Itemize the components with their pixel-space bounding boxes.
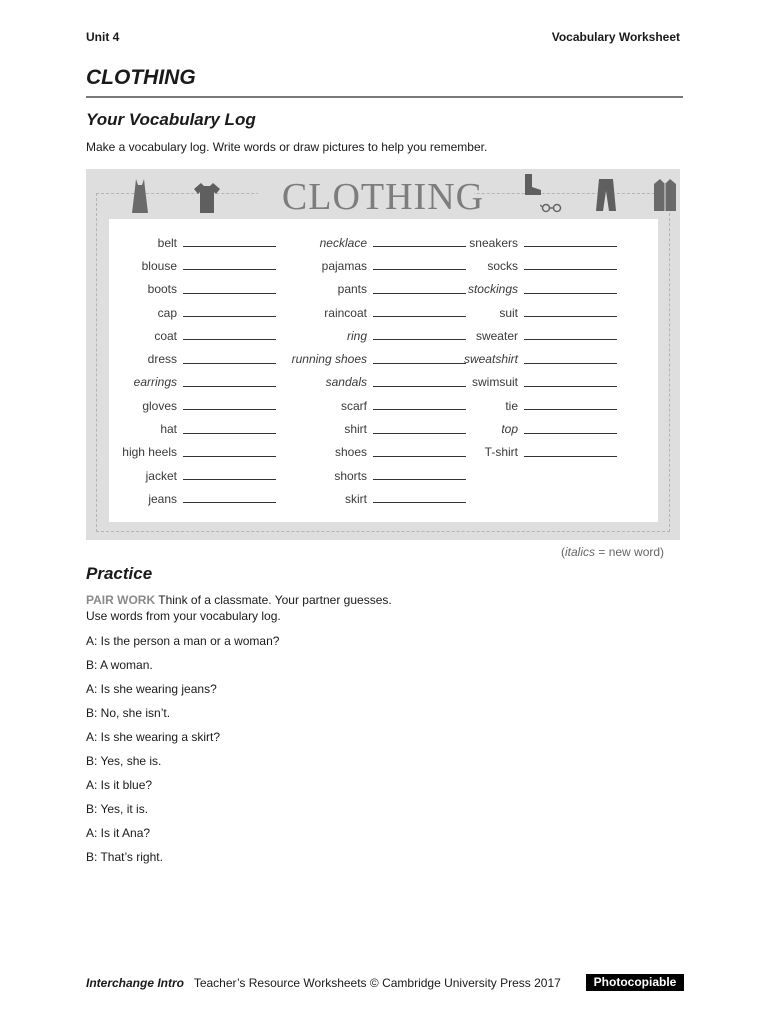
vocab-row xyxy=(452,231,617,254)
vocab-word: running shoes xyxy=(291,352,367,367)
vocab-word: sweater xyxy=(475,328,518,343)
vocab-word: shoes xyxy=(334,445,367,460)
dialogue-line: A: Is she wearing a skirt? xyxy=(86,730,221,744)
vocab-word: shorts xyxy=(334,468,367,483)
pair-work-instruction xyxy=(86,593,392,607)
photocopiable-badge: Photocopiable xyxy=(586,974,684,991)
vocab-row xyxy=(109,487,276,510)
vocab-row xyxy=(279,371,466,394)
page-title: CLOTHING xyxy=(86,66,196,89)
vocab-row xyxy=(452,441,617,464)
write-in-line[interactable] xyxy=(524,293,617,294)
boot-icon xyxy=(522,174,542,196)
write-in-line[interactable] xyxy=(524,269,617,270)
unit-label: Unit 4 xyxy=(86,30,120,44)
vocab-column-1 xyxy=(109,231,276,511)
vocab-word: gloves xyxy=(142,398,177,413)
write-in-line[interactable] xyxy=(183,316,276,317)
vocab-word: pants xyxy=(337,282,367,297)
write-in-line[interactable] xyxy=(183,246,276,247)
pair-work-text: Think of a classmate. Your partner guesses. xyxy=(158,593,392,607)
italics-legend: (italics = new word) xyxy=(561,545,665,559)
vocab-row xyxy=(279,487,466,510)
pair-work-text-2: Use words from your vocabulary log. xyxy=(86,609,281,623)
vocab-word: suit xyxy=(499,305,518,320)
write-in-line[interactable] xyxy=(524,316,617,317)
vocab-word: hat xyxy=(160,422,177,437)
vocab-row xyxy=(109,347,276,370)
vocab-row xyxy=(452,324,617,347)
vocab-word: high heels xyxy=(122,445,177,460)
vocab-column-3 xyxy=(452,231,617,464)
vocab-log-heading: Your Vocabulary Log xyxy=(86,110,256,129)
dialogue-line: A: Is she wearing jeans? xyxy=(86,682,217,696)
footer-copyright: Teacher’s Resource Worksheets © Cambridge University Press 2017 xyxy=(193,976,561,990)
pants-icon xyxy=(596,179,616,211)
vocab-word: coat xyxy=(154,328,177,343)
dress-icon xyxy=(130,179,150,215)
sunglasses-icon xyxy=(540,203,564,213)
vocab-row xyxy=(279,254,466,277)
vocab-row xyxy=(279,278,466,301)
vocab-word: top xyxy=(501,422,518,437)
vocab-row xyxy=(452,278,617,301)
vocab-word: blouse xyxy=(141,258,177,273)
vocab-row xyxy=(452,347,617,370)
write-in-line[interactable] xyxy=(183,363,276,364)
vocab-word: T-shirt xyxy=(484,445,518,460)
jacket-icon xyxy=(654,179,676,211)
vocab-row xyxy=(279,464,466,487)
practice-heading: Practice xyxy=(86,564,153,583)
write-in-line[interactable] xyxy=(524,433,617,434)
vocab-word: cap xyxy=(157,305,177,320)
vocab-row xyxy=(279,231,466,254)
vocab-row xyxy=(452,417,617,440)
dialogue-line: A: Is the person a man or a woman? xyxy=(86,634,280,648)
vocab-row xyxy=(452,254,617,277)
vocab-word: stockings xyxy=(467,282,518,297)
vocab-row xyxy=(109,231,276,254)
write-in-line[interactable] xyxy=(183,409,276,410)
write-in-line[interactable] xyxy=(183,293,276,294)
write-in-line[interactable] xyxy=(183,479,276,480)
banner-title: CLOTHING xyxy=(281,176,485,218)
write-in-line[interactable] xyxy=(524,246,617,247)
vocab-row xyxy=(279,417,466,440)
write-in-line[interactable] xyxy=(183,386,276,387)
vocab-word: necklace xyxy=(319,235,367,250)
practice-dialogue xyxy=(86,634,279,874)
vocab-list-area xyxy=(109,219,665,559)
dialogue-line: A: Is it Ana? xyxy=(86,826,151,840)
write-in-line[interactable] xyxy=(524,339,617,340)
vocab-word: socks xyxy=(487,258,518,273)
dialogue-line: B: Yes, she is. xyxy=(86,754,162,768)
vocab-row xyxy=(279,394,466,417)
vocab-column-2 xyxy=(279,231,466,511)
vocab-log-panel xyxy=(86,169,680,559)
write-in-line[interactable] xyxy=(524,456,617,457)
vocab-word: raincoat xyxy=(324,305,367,320)
vocab-word: shirt xyxy=(344,422,367,437)
write-in-line[interactable] xyxy=(183,433,276,434)
write-in-line[interactable] xyxy=(373,479,466,480)
title-divider xyxy=(86,96,683,98)
write-in-line[interactable] xyxy=(524,386,617,387)
write-in-line[interactable] xyxy=(183,502,276,503)
vocab-row xyxy=(279,324,466,347)
vocab-word: sandals xyxy=(325,375,367,390)
vocab-word: ring xyxy=(346,328,367,343)
write-in-line[interactable] xyxy=(524,363,617,364)
write-in-line[interactable] xyxy=(373,502,466,503)
vocab-row xyxy=(279,301,466,324)
vocab-word: boots xyxy=(147,282,177,297)
footer-credit xyxy=(86,976,561,990)
vocab-row xyxy=(279,347,466,370)
vocab-word: swimsuit xyxy=(471,375,518,390)
vocab-word: sweatshirt xyxy=(463,352,518,367)
vocab-log-instruction: Make a vocabulary log. Write words or draw pictures to help you remember. xyxy=(86,140,488,154)
vocab-word: sneakers xyxy=(469,235,518,250)
vocab-row xyxy=(452,301,617,324)
dialogue-line: B: No, she isn’t. xyxy=(86,706,171,720)
write-in-line[interactable] xyxy=(183,456,276,457)
vocab-row xyxy=(109,324,276,347)
write-in-line[interactable] xyxy=(183,269,276,270)
write-in-line[interactable] xyxy=(183,339,276,340)
vocab-row xyxy=(109,441,276,464)
vocab-word: scarf xyxy=(340,398,367,413)
worksheet-type: Vocabulary Worksheet xyxy=(551,30,680,44)
vocab-row xyxy=(279,441,466,464)
vocab-word: jacket xyxy=(145,468,177,483)
vocab-row xyxy=(109,394,276,417)
dialogue-line: B: That’s right. xyxy=(86,850,163,864)
dialogue-line: A: Is it blue? xyxy=(86,778,153,792)
write-in-line[interactable] xyxy=(524,409,617,410)
vocab-row xyxy=(109,464,276,487)
italics-word: italics xyxy=(565,545,596,559)
pair-work-label: PAIR WORK xyxy=(86,593,156,607)
vocab-word: jeans xyxy=(148,491,177,506)
vocab-word: earrings xyxy=(133,375,177,390)
vocab-row xyxy=(109,371,276,394)
vocab-row xyxy=(109,301,276,324)
vocab-row xyxy=(109,278,276,301)
vocab-row xyxy=(452,394,617,417)
vocab-word: skirt xyxy=(345,491,367,506)
tshirt-icon xyxy=(194,183,220,213)
footer-book-title: Interchange Intro xyxy=(86,976,185,990)
dialogue-line: B: A woman. xyxy=(86,658,153,672)
vocab-row xyxy=(109,254,276,277)
vocab-word: belt xyxy=(157,235,177,250)
dialogue-line: B: Yes, it is. xyxy=(86,802,149,816)
vocab-row xyxy=(452,371,617,394)
vocab-word: tie xyxy=(505,398,518,413)
vocab-row xyxy=(109,417,276,440)
vocab-word: pajamas xyxy=(321,258,367,273)
vocab-word: dress xyxy=(147,352,177,367)
